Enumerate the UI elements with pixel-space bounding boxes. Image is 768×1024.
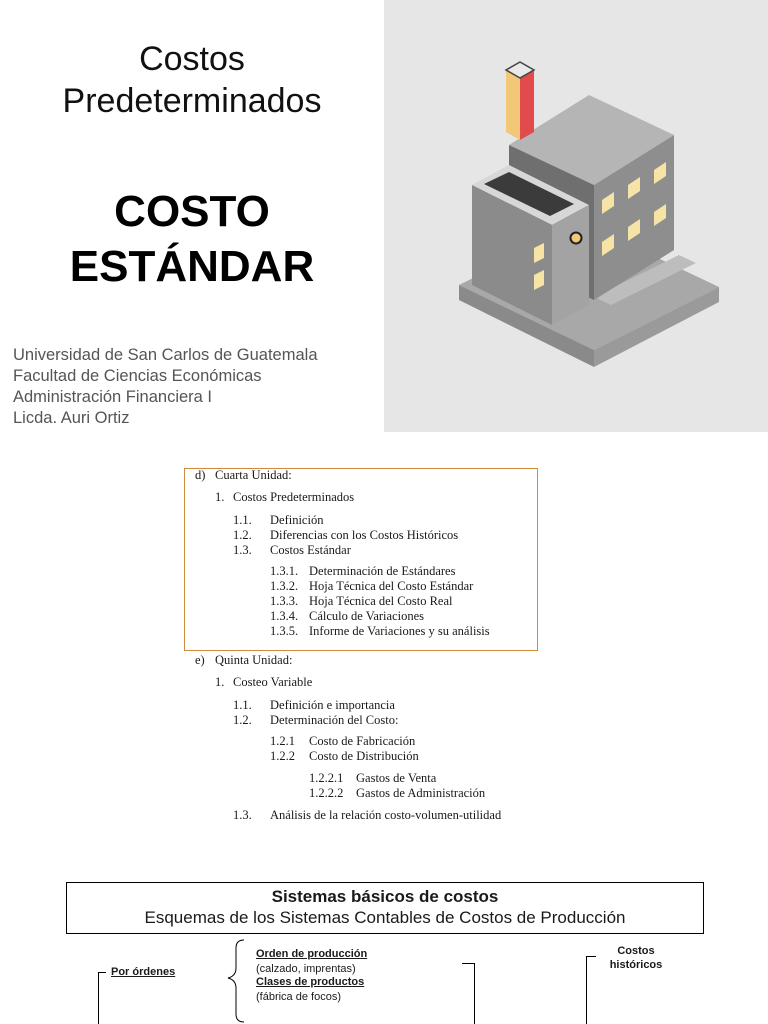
list-item-num: 1.2. <box>233 713 252 727</box>
list-item-text: Gastos de Administración <box>356 786 486 800</box>
list-item-text: Determinación de Estándares <box>309 564 456 578</box>
list-item-text: Hoja Técnica del Costo Real <box>309 594 453 608</box>
costos-historicos-label <box>604 944 668 972</box>
diagram-title: Sistemas básicos de costos <box>271 887 499 906</box>
list-item-num: 1.3.2. <box>270 579 299 593</box>
info-course: Administración Financiera I <box>13 388 212 406</box>
illustration-panel <box>384 0 768 432</box>
unit-e-label: e) <box>195 653 205 667</box>
unit-e-title: Quinta Unidad: <box>215 653 293 667</box>
info-teacher: Licda. Auri Ortiz <box>13 409 130 427</box>
slide-title <box>0 184 384 294</box>
title-line-2: ESTÁNDAR <box>69 242 315 291</box>
list-item-text: Costo de Fabricación <box>309 734 416 748</box>
orden-produccion-example: (calzado, imprentas) <box>256 963 356 975</box>
list-item-text: Definición e importancia <box>270 698 395 712</box>
bracket-line <box>586 956 587 1024</box>
unit-e-item-text: Costeo Variable <box>233 675 313 689</box>
unit-d-label: d) <box>195 468 206 482</box>
list-item-num: 1.1. <box>233 513 252 527</box>
unit-d-item-text: Costos Predeterminados <box>233 490 355 504</box>
list-item-num: 1.3. <box>233 808 252 822</box>
unit-d-item-num: 1. <box>215 490 225 504</box>
list-item-num: 1.1. <box>233 698 252 712</box>
por-ordenes-label: Por órdenes <box>111 966 176 978</box>
list-item-text: Informe de Variaciones y su análisis <box>309 624 490 638</box>
list-item-text: Definición <box>270 513 324 527</box>
diagram-title-box <box>66 882 704 934</box>
clases-productos-example: (fábrica de focos) <box>256 991 341 1003</box>
curly-brace <box>226 938 246 1024</box>
slide-subtitle <box>0 38 384 122</box>
list-item-text: Análisis de la relación costo-volumen-utilidad <box>270 808 502 822</box>
bracket-line <box>462 963 474 964</box>
diagram-subtitle: Esquemas de los Sistemas Contables de Costos de Producción <box>144 908 626 927</box>
costos-historicos-line-1: Costos <box>617 945 655 957</box>
syllabus-slide <box>0 432 768 864</box>
list-item-num: 1.3.3. <box>270 594 299 608</box>
clases-productos-label: Clases de productos <box>256 976 365 988</box>
list-item-text: Costos Estándar <box>270 543 351 557</box>
diagram-slide <box>0 864 768 1024</box>
unit-d-title: Cuarta Unidad: <box>215 468 292 482</box>
author-info <box>13 345 318 429</box>
list-item-num: 1.2.1 <box>270 734 295 748</box>
list-item-num: 1.3.5. <box>270 624 299 638</box>
title-line-1: COSTO <box>114 187 270 236</box>
title-slide <box>0 0 768 432</box>
subtitle-line-2: Predeterminados <box>62 82 322 120</box>
list-item-num: 1.2. <box>233 528 252 542</box>
bracket-line <box>474 963 475 1024</box>
unit-e-item-num: 1. <box>215 675 225 689</box>
info-faculty: Facultad de Ciencias Económicas <box>13 367 262 385</box>
list-item-num: 1.2.2 <box>270 749 295 763</box>
list-item-text: Gastos de Venta <box>356 771 437 785</box>
list-item-num: 1.3.4. <box>270 609 299 623</box>
list-item-text: Diferencias con los Costos Históricos <box>270 528 459 542</box>
list-item-text: Hoja Técnica del Costo Estándar <box>309 579 474 593</box>
list-item-text: Costo de Distribución <box>309 749 419 763</box>
list-item-num: 1.2.2.2 <box>309 786 344 800</box>
list-item-num: 1.3. <box>233 543 252 557</box>
bracket-line <box>586 956 596 957</box>
orden-produccion-label: Orden de producción <box>256 948 368 960</box>
bracket-line <box>98 972 99 1024</box>
factory-building-icon <box>384 0 768 432</box>
list-item-num: 1.3.1. <box>270 564 299 578</box>
subtitle-line-1: Costos <box>139 40 245 78</box>
costos-historicos-line-2: históricos <box>609 959 663 971</box>
list-item-text: Determinación del Costo: <box>270 713 399 727</box>
info-university: Universidad de San Carlos de Guatemala <box>13 346 318 364</box>
bracket-line <box>98 972 106 973</box>
list-item-text: Cálculo de Variaciones <box>309 609 425 623</box>
list-item-num: 1.2.2.1 <box>309 771 344 785</box>
